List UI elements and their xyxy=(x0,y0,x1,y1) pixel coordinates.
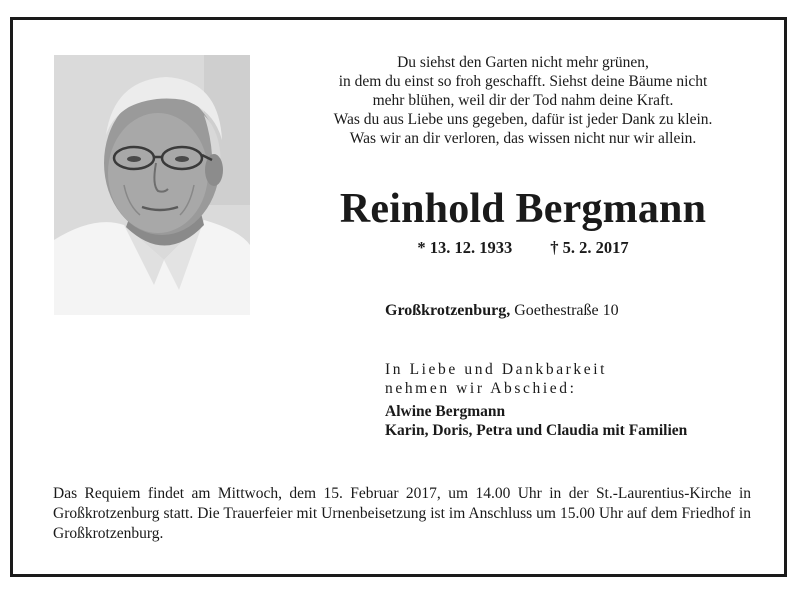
mourners-list xyxy=(385,402,687,440)
poem-line: Du siehst den Garten nicht mehr grünen, xyxy=(397,54,649,71)
poem-line: mehr blühen, weil dir der Tod nahm deine Kraft. xyxy=(372,92,674,109)
farewell-line: nehmen wir Abschied: xyxy=(385,380,577,397)
poem-line: Was wir an dir verloren, das wissen nicht nur wir allein. xyxy=(349,130,697,147)
mourner-name: Alwine Bergmann xyxy=(385,403,506,420)
obituary-notice xyxy=(10,17,787,577)
life-dates xyxy=(288,238,758,258)
farewell-line: In Liebe und Dankbarkeit xyxy=(385,361,608,378)
memorial-poem xyxy=(288,53,758,148)
death-date: † 5. 2. 2017 xyxy=(550,238,629,257)
deceased-name: Reinhold Bergmann xyxy=(339,186,707,232)
address xyxy=(385,302,619,320)
funeral-details: Das Requiem findet am Mittwoch, dem 15. Februar 2017, um 14.00 Uhr in der St.-Laurentius-Kirche in Großkrotzenburg statt. Die Trauerfeier mit Urnenbeisetzung ist im Anschluss um 15.00 Uhr auf dem Friedhof in Großkrotzenburg. xyxy=(53,485,751,542)
farewell-text xyxy=(385,360,607,398)
address-street: Goethestraße 10 xyxy=(514,302,619,319)
birth-date: * 13. 12. 1933 xyxy=(417,238,513,257)
poem-line: in dem du einst so froh geschafft. Siehst deine Bäume nicht xyxy=(338,73,708,90)
mourner-name: Karin, Doris, Petra und Claudia mit Familien xyxy=(385,422,688,439)
address-town: Großkrotzenburg, xyxy=(385,302,511,319)
portrait-illustration xyxy=(54,55,250,315)
portrait-photo xyxy=(54,55,250,315)
poem-line: Was du aus Liebe uns gegeben, dafür ist jeder Dank zu klein. xyxy=(333,111,713,128)
